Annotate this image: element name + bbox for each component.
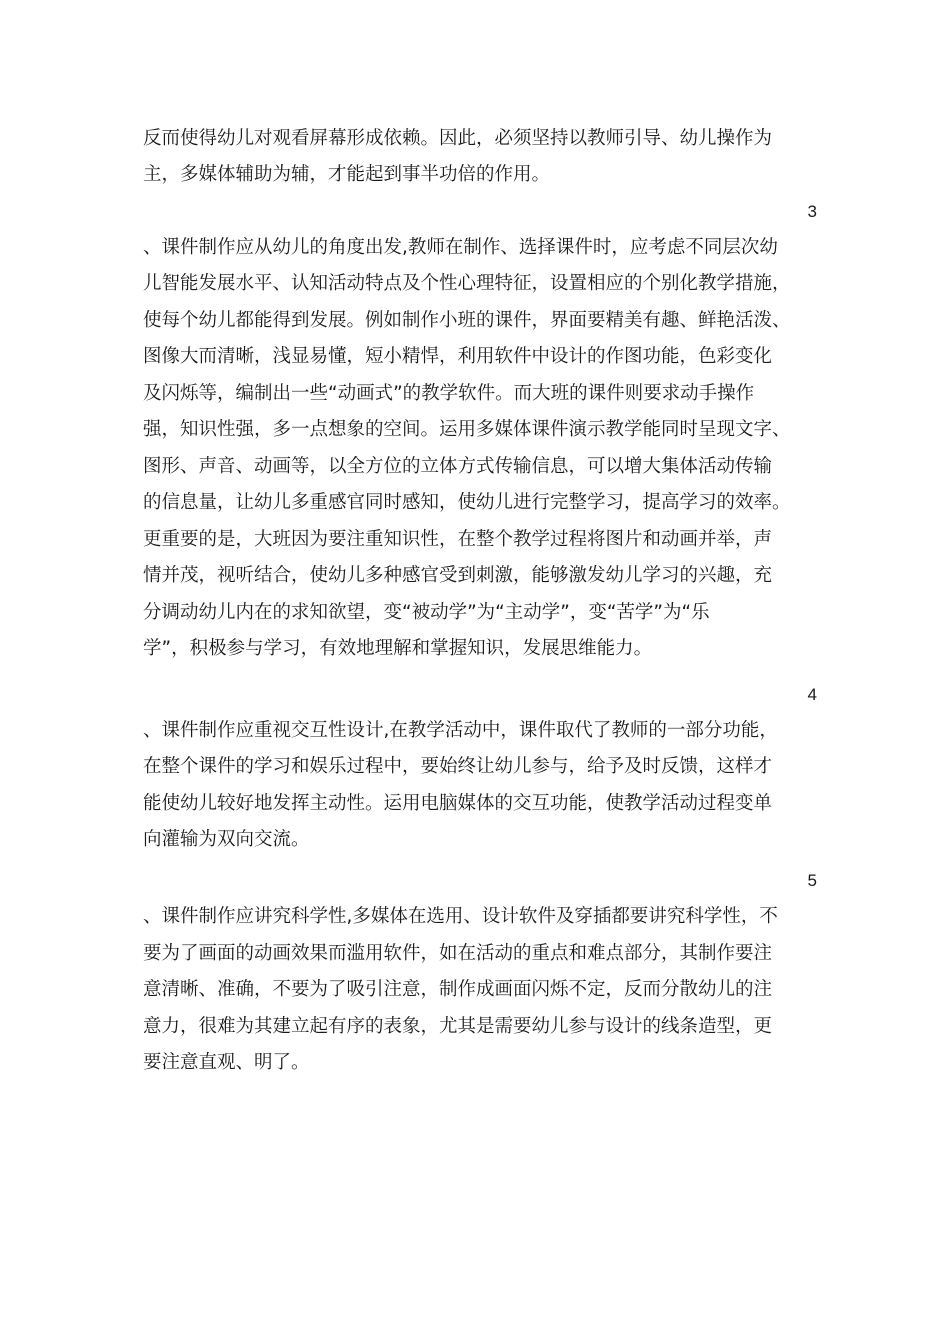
paragraph-line: 在整个课件的学习和娱乐过程中，要始终让幼儿参与，给予及时反馈，这样才 [143,756,773,777]
paragraph-line: 使每个幼儿都能得到发展。例如制作小班的课件，界面要精美有趣、鲜艳活泼、 [143,310,791,331]
paragraph-line: 及闪烁等，编制出一些“动画式”的教学软件。而大班的课件则要求动手操作 [143,383,755,404]
paragraph-line: 意清晰、准确，不要为了吸引注意，制作成画面闪烁不定，反而分散幼儿的注 [143,979,773,1000]
intro-line: 反而使得幼儿对观看屏幕形成依赖。因此，必须坚持以教师引导、幼儿操作为 [143,128,773,149]
intro-line: 主，多媒体辅助为辅，才能起到事半功倍的作用。 [143,164,551,185]
paragraph-line: 、课件制作应从幼儿的角度出发,教师在制作、选择课件时，应考虑不同层次幼 [143,237,778,258]
section-number: 5 [807,871,817,890]
paragraph-line: 能使幼儿较好地发挥主动性。运用电脑媒体的交互功能，使教学活动过程变单 [143,793,773,814]
paragraph-line: 的信息量，让幼儿多重感官同时感知，使幼儿进行完整学习，提高学习的效率。 [143,492,791,513]
paragraph-line: 分调动幼儿内在的求知欲望，变“被动学”为“主动学”，变“苦学”为“乐 [143,602,710,623]
paragraph-line: 更重要的是，大班因为要注重知识性，在整个教学过程将图片和动画并举，声 [143,529,773,550]
paragraph-line: 要注意直观、明了。 [143,1052,310,1073]
paragraph-line: 情并茂，视听结合，使幼儿多种感官受到刺激，能够激发幼儿学习的兴趣，充 [143,565,773,586]
section-number: 4 [807,685,817,704]
paragraph-line: 意力，很难为其建立起有序的表象，尤其是需要幼儿参与设计的线条造型，更 [143,1016,773,1037]
paragraph-line: 图形、声音、动画等，以全方位的立体方式传输信息，可以增大集体活动传输 [143,456,773,477]
paragraph-line: 、课件制作应讲究科学性,多媒体在选用、设计软件及穿插都要讲究科学性，不 [143,906,778,927]
paragraph-line: 儿智能发展水平、认知活动特点及个性心理特征，设置相应的个别化教学措施， [143,273,791,294]
paragraph-line: 向灌输为双向交流。 [143,829,310,850]
paragraph-line: 要为了画面的动画效果而滥用软件，如在活动的重点和难点部分，其制作要注 [143,943,773,964]
paragraph-line: 学”，积极参与学习，有效地理解和掌握知识，发展思维能力。 [143,638,653,659]
paragraph-line: 强，知识性强，多一点想象的空间。运用多媒体课件演示教学能同时呈现文字、 [143,419,791,440]
paragraph-line: 图像大而清晰，浅显易懂，短小精悍，利用软件中设计的作图功能，色彩变化 [143,346,773,367]
paragraph-line: 、课件制作应重视交互性设计,在教学活动中，课件取代了教师的一部分功能， [143,720,778,741]
section-number: 3 [807,202,817,221]
